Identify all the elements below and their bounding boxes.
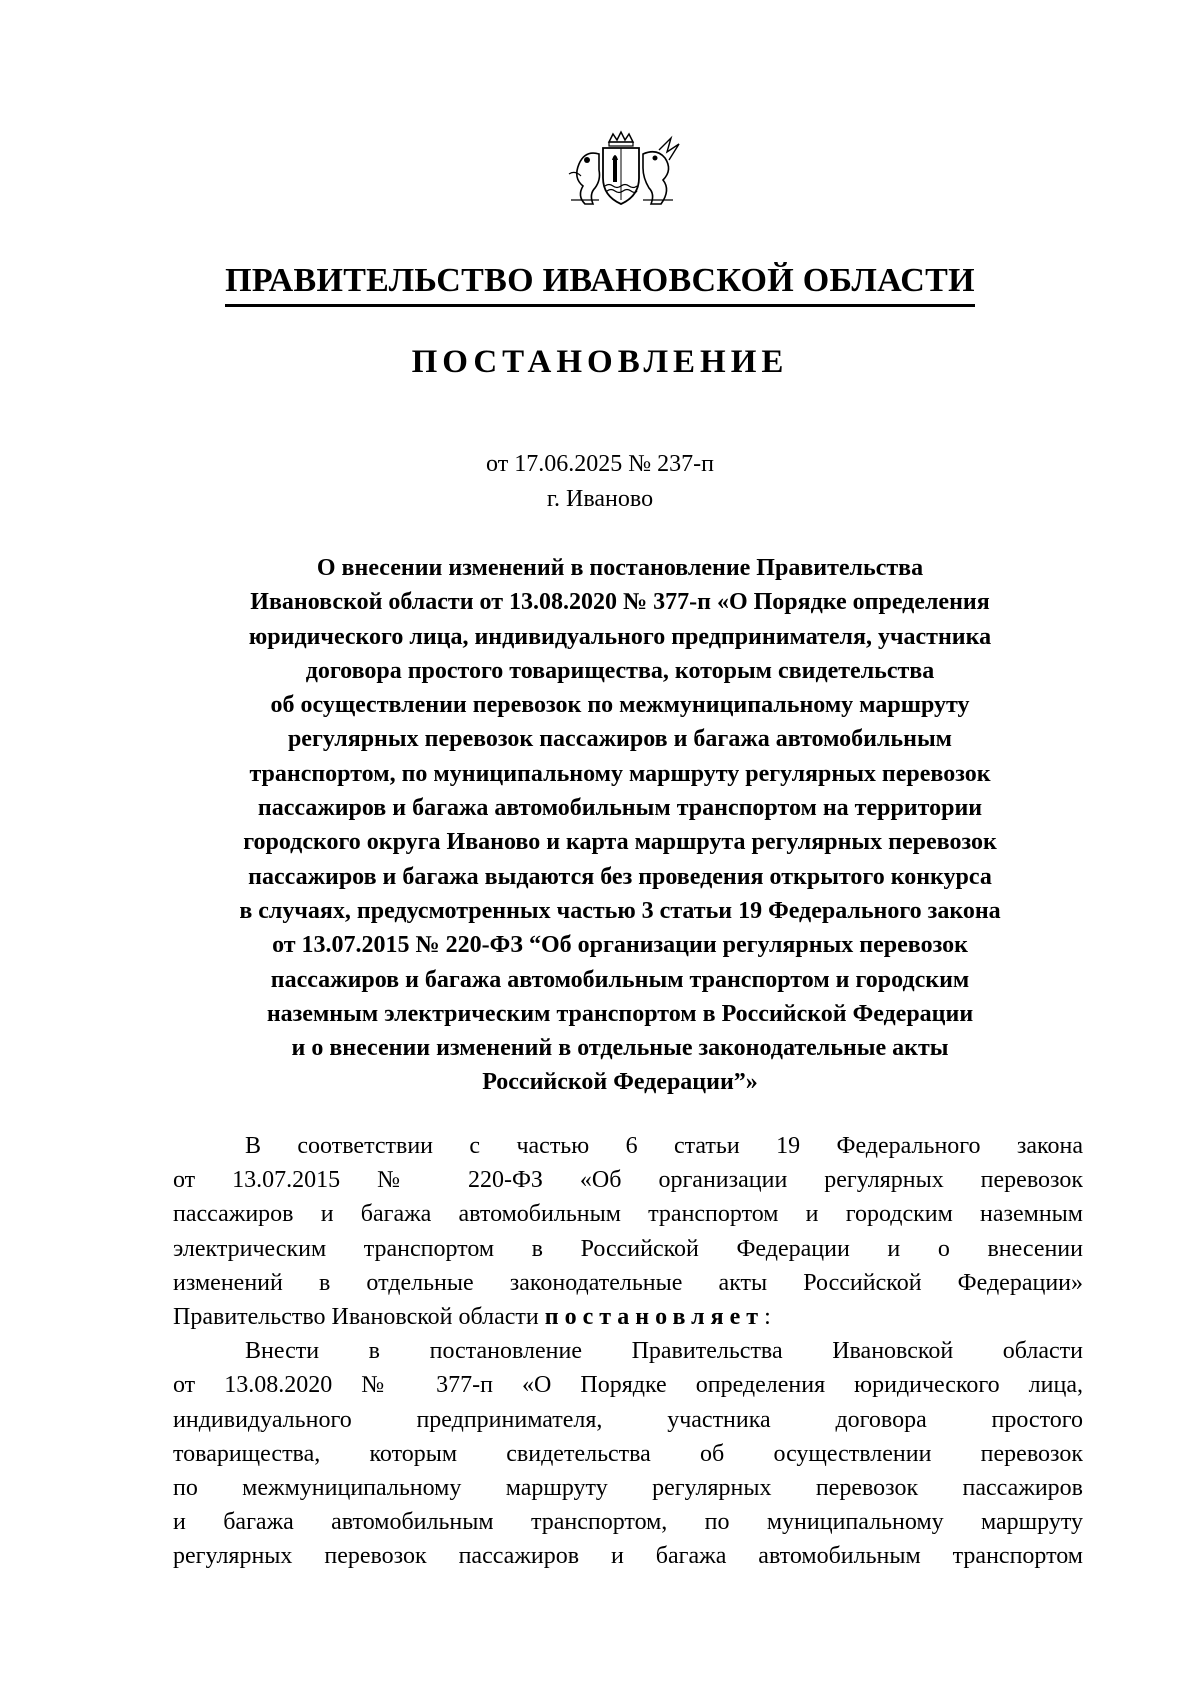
title-line: Российской Федерации”» xyxy=(482,1069,758,1096)
title-line: об осуществлении перевозок по межмуниципальному маршруту xyxy=(270,692,970,719)
document-title xyxy=(155,551,1085,1100)
title-line: О внесении изменений в постановление Правительства xyxy=(316,555,924,581)
title-line: Ивановской области от 13.08.2020 № 377-п «О Порядке определения xyxy=(250,589,990,616)
body-line: от 13.07.2015 № 220-ФЗ «Об организации регулярных перевозок xyxy=(173,1167,1083,1194)
resolution-keyword: постановляет xyxy=(544,1303,765,1330)
title-line: от 13.07.2015 № 220-ФЗ “Об организации регулярных перевозок xyxy=(272,932,968,959)
title-line: пассажиров и багажа автомобильным транспортом и городским xyxy=(270,966,970,993)
body-line: регулярных перевозок пассажиров и багажа автомобильным транспортом xyxy=(173,1543,1083,1570)
title-line: городского округа Иваново и карта маршрута регулярных перевозок xyxy=(243,829,997,856)
title-line: транспортом, по муниципальному маршруту регулярных перевозок xyxy=(249,760,991,787)
title-line: договора простого товарищества, которым свидетельства xyxy=(305,657,935,684)
body-line-resolution xyxy=(173,1300,1083,1334)
body-line: по межмуниципальному маршруту регулярных перевозок пассажиров xyxy=(173,1474,1083,1501)
body-line: и багажа автомобильным транспортом, по муниципальному маршруту xyxy=(173,1509,1083,1536)
body-line: пассажиров и багажа автомобильным транспортом и городским наземным xyxy=(173,1201,1083,1228)
body-line: товарищества, которым свидетельства об осуществлении перевозок xyxy=(173,1440,1083,1467)
coat-of-arms-graphic xyxy=(555,130,687,210)
document-type-heading: ПОСТАНОВЛЕНИЕ xyxy=(411,344,789,380)
organization-heading xyxy=(0,262,1200,307)
title-line: пассажиров и багажа выдаются без проведения открытого конкурса xyxy=(248,863,992,890)
paragraph-1 xyxy=(173,1129,1083,1334)
resolution-colon: : xyxy=(764,1303,771,1330)
city: г. Иваново xyxy=(546,486,654,512)
title-line: регулярных перевозок пассажиров и багажа автомобильным xyxy=(287,726,953,753)
organization-name: ПРАВИТЕЛЬСТВО ИВАНОВСКОЙ ОБЛАСТИ xyxy=(225,262,975,307)
body-line: В соответствии с частью 6 статьи 19 Федерального закона xyxy=(245,1133,1083,1159)
body-line: индивидуального предпринимателя, участника договора простого xyxy=(173,1406,1083,1433)
body-line: от 13.08.2020 № 377-п «О Порядке определения юридического лица, xyxy=(173,1372,1083,1399)
title-line: пассажиров и багажа автомобильным транспортом на территории xyxy=(257,795,983,822)
paragraph-2 xyxy=(173,1334,1083,1573)
date-number: от 17.06.2025 № 237-п xyxy=(486,451,714,477)
document-body xyxy=(173,1129,1083,1573)
title-line: наземным электрическим транспортом в Российской Федерации xyxy=(266,1000,974,1027)
title-line: и о внесении изменений в отдельные законодательные акты xyxy=(291,1035,949,1062)
title-line: в случаях, предусмотренных частью 3 статьи 19 Федерального закона xyxy=(239,897,1001,924)
resolution-prefix: Правительство Ивановской области xyxy=(173,1303,545,1330)
body-line: изменений в отдельные законодательные акты Российской Федерации» xyxy=(173,1269,1083,1296)
body-line: электрическим транспортом в Российской Федерации и о внесении xyxy=(173,1235,1083,1262)
coat-of-arms-emblem-icon xyxy=(555,130,687,210)
title-line: юридического лица, индивидуального предпринимателя, участника xyxy=(248,623,992,650)
body-line: Внести в постановление Правительства Ивановской области xyxy=(245,1338,1083,1365)
